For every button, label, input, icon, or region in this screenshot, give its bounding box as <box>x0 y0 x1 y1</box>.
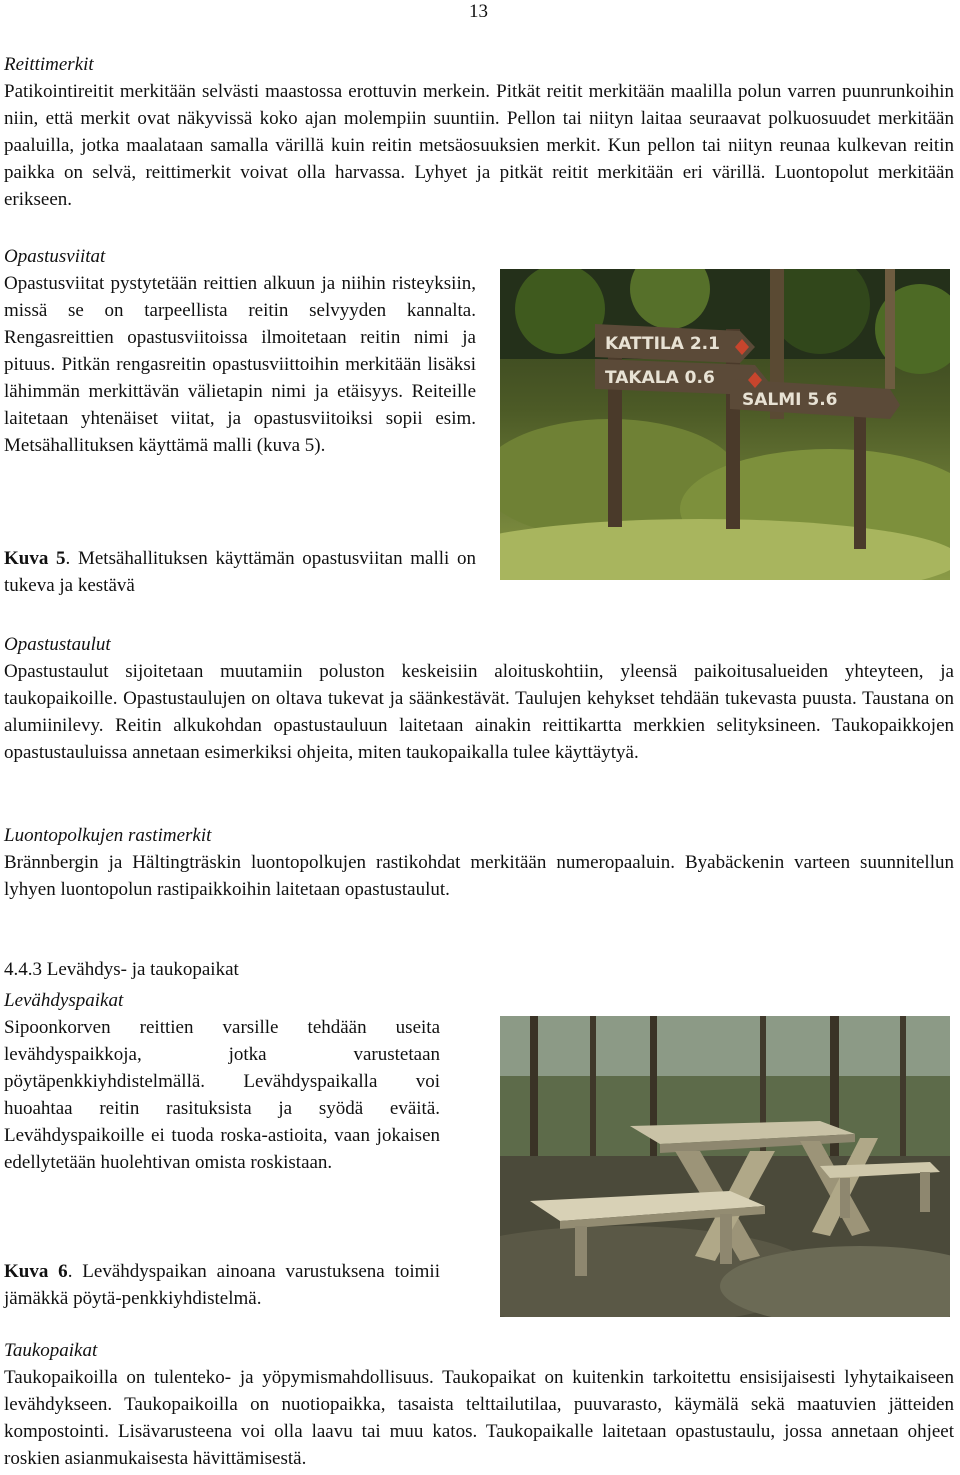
signpost-photo <box>500 269 950 580</box>
caption-text: . Levähdyspaikan ainoana varustuksena toimii jämäkkä pöytä-penkkiyhdistelmä. <box>4 1261 440 1309</box>
section-heading: Opastustaulut <box>4 634 111 655</box>
section-reittimerkit <box>4 51 954 213</box>
section-heading: Reittimerkit <box>4 54 94 75</box>
section-levahdyspaikat <box>4 987 440 1176</box>
sign-salmi: SALMI 5.6 <box>742 390 838 410</box>
section-443-heading: 4.4.3 Levähdys- ja taukopaikat <box>4 959 239 980</box>
page-number: 13 <box>469 1 488 22</box>
section-heading: Opastusviitat <box>4 246 106 267</box>
section-opastusviitat <box>4 243 476 459</box>
section-text: Brännbergin ja Hältingträskin luontopolkujen rastikohdat merkitään numeropaaluin. Byabäckenin varteen suunnitellun lyhyen luontopolun rastipaikkoihin laitetaan opastustaulut. <box>4 852 954 900</box>
section-luontopolut <box>4 822 954 903</box>
picnic-table-photo <box>500 1016 950 1317</box>
section-heading: Levähdyspaikat <box>4 990 124 1011</box>
section-text: Patikointireitit merkitään selvästi maastossa erottuvin merkein. Pitkät reitit merkitään maalilla polun varren puunrunkoihin niin, että merkit ovat näkyvissä koko ajan molempiin suuntiin. Pellon tai niityn laitaa seuraavat polkuosuudet merkitään paaluilla, jotka maalataan samalla värillä kuin reitin metsäosuuksien merkit. Kun pellon tai niityn reunaa kulkevan reitin paikka on selvä, reittimerkit voivat olla harvassa. Lyhyet ja pitkät reitit merkitään eri värillä. Luontopolut merkitään erikseen. <box>4 81 954 210</box>
sign-kattila: KATTILA 2.1 <box>605 334 720 354</box>
section-heading: Taukopaikat <box>4 1340 98 1361</box>
section-heading: Luontopolkujen rastimerkit <box>4 825 212 846</box>
figure-5-caption <box>4 545 476 599</box>
caption-label: Kuva 6 <box>4 1261 68 1282</box>
section-taukopaikat <box>4 1337 954 1472</box>
caption-label: Kuva 5 <box>4 548 66 569</box>
section-text: Sipoonkorven reittien varsille tehdään useita levähdyspaikkoja, jotka varustetaan pöytäpenkkiyhdistelmällä. Levähdyspaikalla voi huoahtaa reitin rasituksista ja syödä eväitä. Levähdyspaikoille ei tuoda roska-astioita, vaan jokaisen edellytetään huolehtivan omista roskistaan. <box>4 1017 440 1173</box>
caption-text: . Metsähallituksen käyttämän opastusviitan malli on tukeva ja kestävä <box>4 548 476 596</box>
section-text: Opastustaulut sijoitetaan muutamiin poluston keskeisiin aloituskohtiin, yleensä paikoitusalueiden yhteyteen, ja taukopaikoille. Opastustaulujen on oltava tukevat ja säänkestävät. Taulujen kehykset tehdään tukevasta puusta. Taustana on alumiinilevy. Reitin alkukohdan opastustauluun laitetaan ainakin reittikartta merkkien selityksineen. Taukopaikkojen opastustauluissa annetaan esimerkiksi ohjeita, miten taukopaikalla tulee käyttäytyä. <box>4 661 954 763</box>
section-opastustaulut <box>4 631 954 766</box>
section-text: Taukopaikoilla on tulenteko- ja yöpymismahdollisuus. Taukopaikat on kuitenkin tarkoitettu ensisijaisesti lyhytaikaiseen levähdykseen. Taukopaikoilla on nuotiopaikka, tasaista telttailutilaa, puuvarasto, käymälä sekä maatuvien jätteiden kompostointi. Lisävarusteena voi olla laavu tai muu katos. Taukopaikalle laitetaan opastustaulu, jossa annetaan ohjeet roskien asianmukaisesta hävittämisestä. <box>4 1367 954 1469</box>
sign-takala: TAKALA 0.6 <box>605 368 715 388</box>
figure-6-caption <box>4 1258 440 1312</box>
section-text: Opastusviitat pystytetään reittien alkuun ja niihin risteyksiin, missä se on tarpeellista reitin selvyyden kannalta. Rengasreittien opastusviitoissa ilmoitetaan reitin nimi ja pituus. Pitkän rengasreitin opastusviittoihin merkitään lisäksi lähimmän merkittävän välietapin nimi ja etäisyys. Reiteille laitetaan yhtenäiset viitat, ja opastusviitoiksi sopii esim. Metsähallituksen käyttämä malli (kuva 5). <box>4 273 476 456</box>
